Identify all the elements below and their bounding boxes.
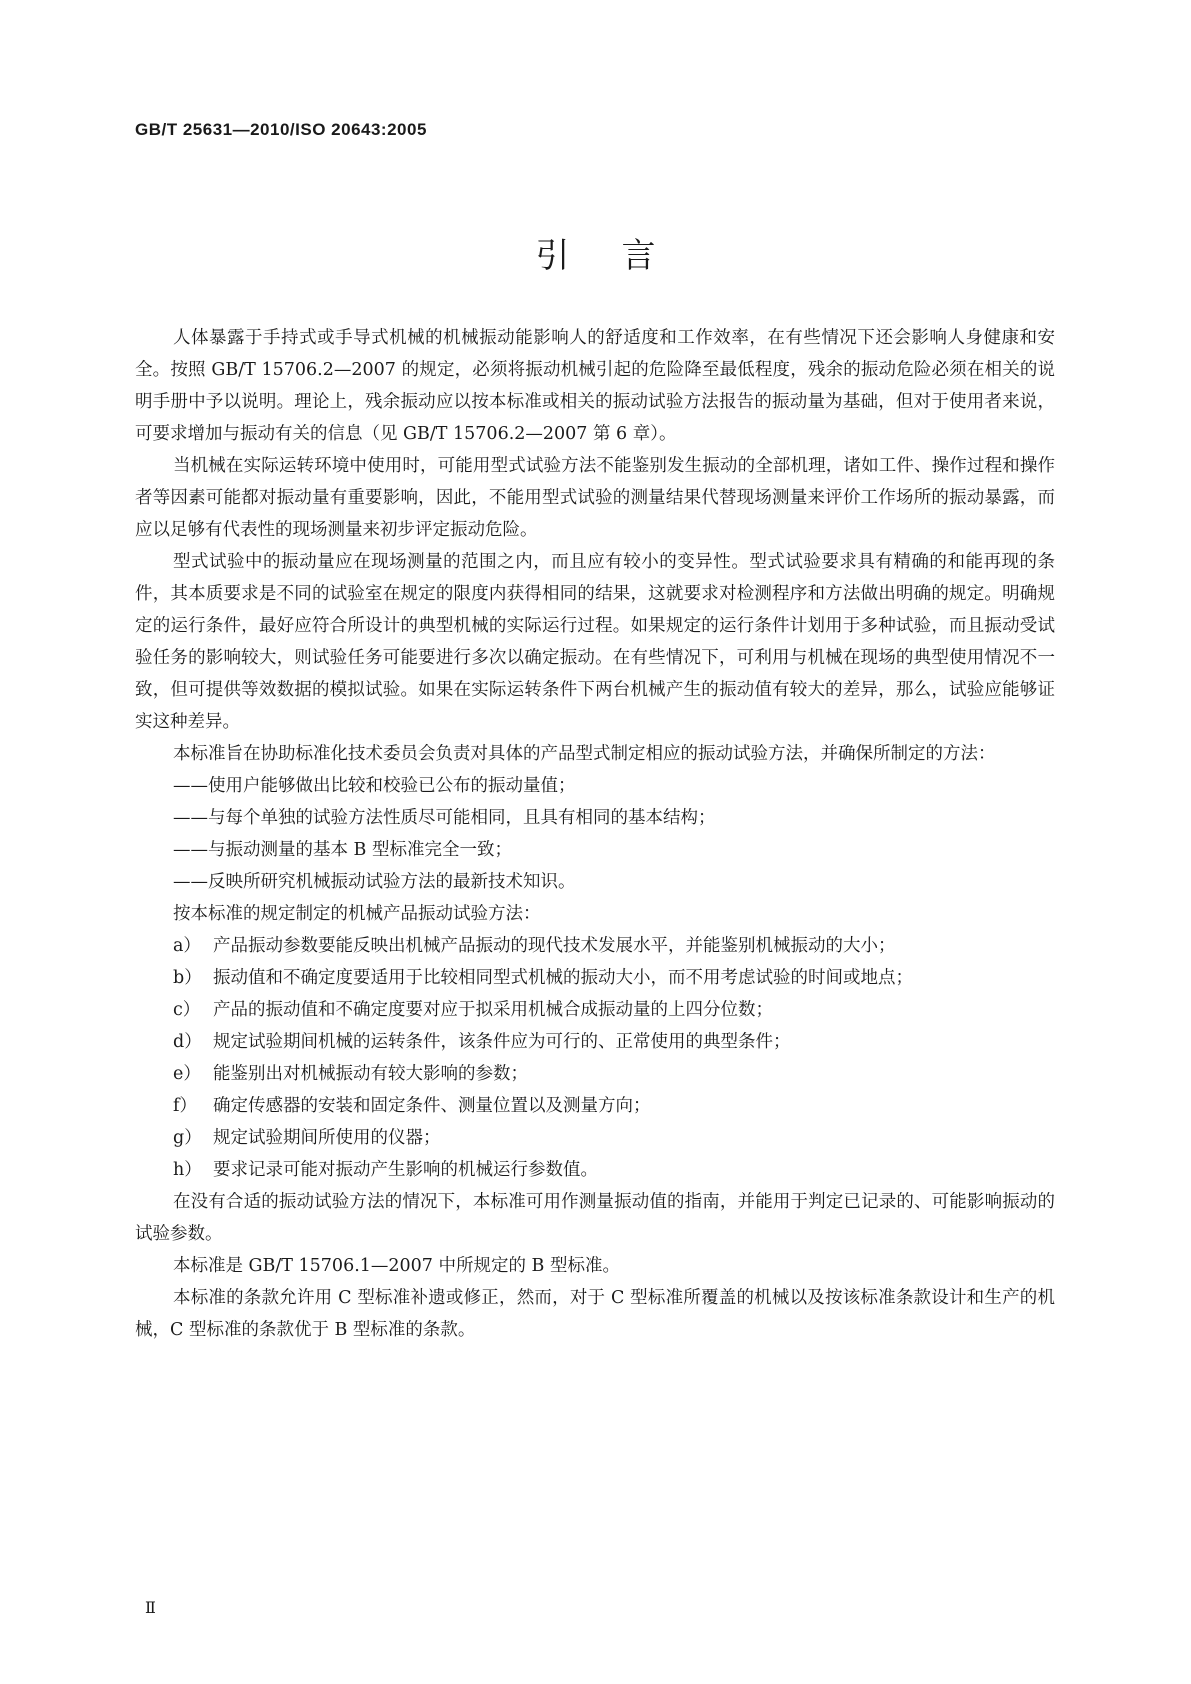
paragraph-1: 人体暴露于手持式或手导式机械的机械振动能影响人的舒适度和工作效率，在有些情况下还会影响人身健康和安全。按照 GB/T 15706.2—2007 的规定，必须将振动机械引起的危险降至最低程度，残余的振动危险必须在相关的说明手册中予以说明。理论上，残余振动应以按本标准或相关的振动试验方法报告的振动量为基础，但对于使用者来说，可要求增加与振动有关的信息（见 GB/T 15706.2—2007 第 6 章）。 xyxy=(135,328,1055,444)
list-item xyxy=(135,1154,1055,1186)
paragraph-5: 按本标准的规定制定的机械产品振动试验方法： xyxy=(173,904,541,924)
paragraph-2: 当机械在实际运转环境中使用时，可能用型式试验方法不能鉴别发生振动的全部机理，诸如工件、操作过程和操作者等因素可能都对振动量有重要影响，因此，不能用型式试验的测量结果代替现场测量来评价工作场所的振动暴露，而应以足够有代表性的现场测量来初步评定振动危险。 xyxy=(135,456,1055,540)
list-item-label: g） xyxy=(173,1128,202,1148)
list-item-label: a） xyxy=(173,936,201,956)
list-item xyxy=(135,930,1055,962)
dash-item: ——反映所研究机械振动试验方法的最新技术知识。 xyxy=(173,872,576,892)
list-item xyxy=(135,1090,1055,1122)
page-title: 引言 xyxy=(535,236,708,276)
paragraph-3: 型式试验中的振动量应在现场测量的范围之内，而且应有较小的变异性。型式试验要求具有精确的和能再现的条件，其本质要求是不同的试验室在规定的限度内获得相同的结果，这就要求对检测程序和方法做出明确的规定。明确规定的运行条件，最好应符合所设计的典型机械的实际运行过程。如果规定的运行条件计划用于多种试验，而且振动受试验任务的影响较大，则试验任务可能要进行多次以确定振动。在有些情况下，可利用与机械在现场的典型使用情况不一致，但可提供等效数据的模拟试验。如果在实际运转条件下两台机械产生的振动值有较大的差异，那么，试验应能够证实这种差异。 xyxy=(135,552,1055,732)
list-item-label: d） xyxy=(173,1032,202,1052)
document-body xyxy=(135,322,1055,1346)
list-item xyxy=(135,1122,1055,1154)
paragraph-7: 本标准是 GB/T 15706.1—2007 中所规定的 B 型标准。 xyxy=(173,1256,620,1276)
list-item xyxy=(135,1026,1055,1058)
page-number: Ⅱ xyxy=(145,1598,156,1617)
list-item-text: 产品的振动值和不确定度要对应于拟采用机械合成振动量的上四分位数； xyxy=(213,1000,773,1020)
list-item-label: c） xyxy=(173,1000,201,1020)
list-item-text: 产品振动参数要能反映出机械产品振动的现代技术发展水平，并能鉴别机械振动的大小； xyxy=(213,936,896,956)
list-item-text: 振动值和不确定度要适用于比较相同型式机械的振动大小，而不用考虑试验的时间或地点； xyxy=(213,968,913,988)
paragraph-4: 本标准旨在协助标准化技术委员会负责对具体的产品型式制定相应的振动试验方法，并确保所制定的方法： xyxy=(173,744,996,764)
standard-code-header: GB/T 25631—2010/ISO 20643:2005 xyxy=(135,120,427,139)
list-item-text: 能鉴别出对机械振动有较大影响的参数； xyxy=(213,1064,528,1084)
list-item xyxy=(135,962,1055,994)
list-item-text: 确定传感器的安装和固定条件、测量位置以及测量方向； xyxy=(213,1096,651,1116)
list-item xyxy=(135,1058,1055,1090)
list-item-text: 要求记录可能对振动产生影响的机械运行参数值。 xyxy=(213,1160,598,1180)
dash-item: ——使用户能够做出比较和校验已公布的振动量值； xyxy=(173,776,576,796)
paragraph-8: 本标准的条款允许用 C 型标准补遗或修正，然而，对于 C 型标准所覆盖的机械以及按该标准条款设计和生产的机械，C 型标准的条款优于 B 型标准的条款。 xyxy=(135,1288,1055,1340)
paragraph-6: 在没有合适的振动试验方法的情况下，本标准可用作测量振动值的指南，并能用于判定已记录的、可能影响振动的试验参数。 xyxy=(135,1192,1055,1244)
list-item-label: e） xyxy=(173,1064,201,1084)
list-item-label: h） xyxy=(173,1160,202,1180)
list-item-label: f） xyxy=(173,1096,197,1116)
dash-item: ——与振动测量的基本 B 型标准完全一致； xyxy=(173,840,512,860)
dash-item: ——与每个单独的试验方法性质尽可能相同，且具有相同的基本结构； xyxy=(173,808,716,828)
list-item xyxy=(135,994,1055,1026)
list-item-label: b） xyxy=(173,968,202,988)
list-item-text: 规定试验期间所使用的仪器； xyxy=(213,1128,441,1148)
list-item-text: 规定试验期间机械的运转条件，该条件应为可行的、正常使用的典型条件； xyxy=(213,1032,791,1052)
